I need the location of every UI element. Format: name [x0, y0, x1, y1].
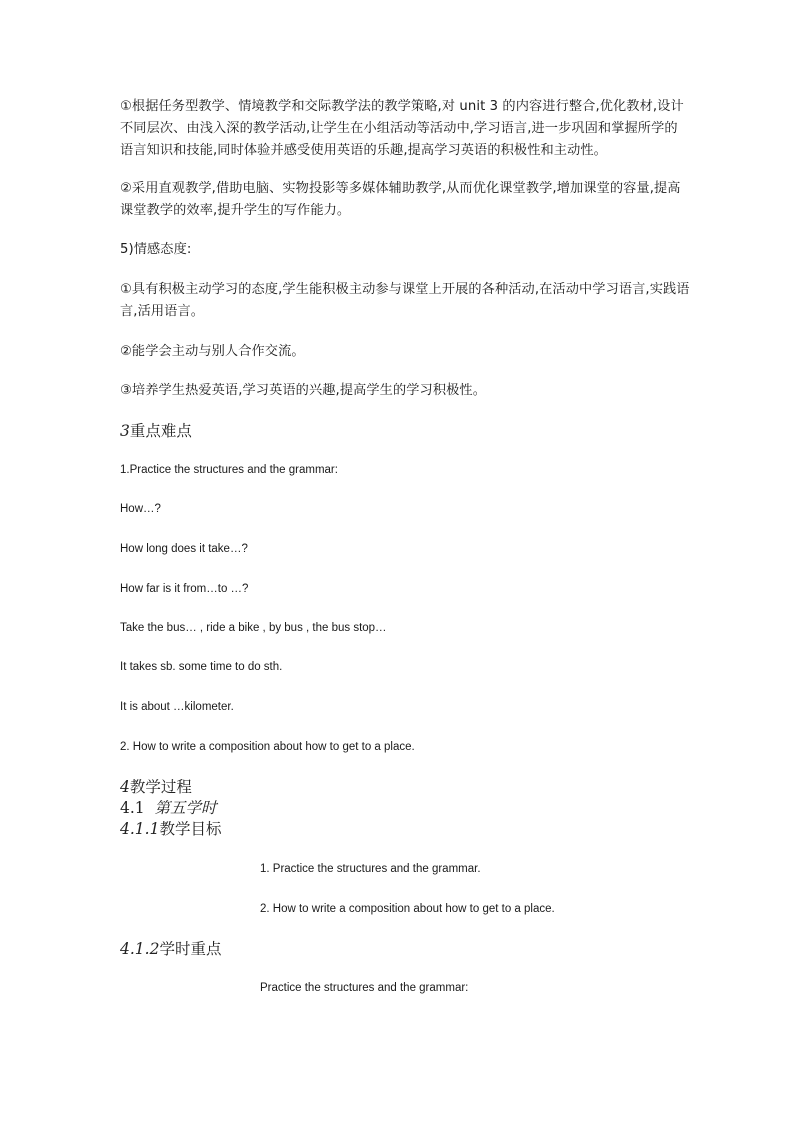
key-point-line: How far is it from…to …? — [120, 583, 249, 595]
attitude-item-2: ②能学会主动与别人合作交流。 — [120, 344, 305, 359]
key-point-line: 1.Practice the structures and the grammar: — [120, 464, 338, 476]
process-heading — [120, 777, 690, 797]
attitude-item-3: ③培养学生热爱英语,学习英语的兴趣,提高学生的学习积极性。 — [120, 383, 486, 398]
attitude-heading: 5)情感态度: — [120, 242, 192, 257]
lesson-heading — [120, 798, 690, 818]
key-point-line: Take the bus… , ride a bike , by bus , the bus stop… — [120, 622, 387, 634]
heading-number: 4.1.2 — [120, 940, 160, 958]
key-point-line: It is about …kilometer. — [120, 701, 234, 713]
heading-number: 4.1.1 — [120, 820, 160, 838]
goal-heading — [120, 819, 690, 839]
goal-item: 2. How to write a composition about how to get to a place. — [260, 903, 555, 915]
attitude-item-1: ①具有积极主动学习的态度,学生能积极主动参与课堂上开展的各种活动,在活动中学习语言,实践语言,活用语言。 — [120, 282, 690, 319]
heading-title: 学时重点 — [159, 940, 222, 958]
key-point-line: How…? — [120, 503, 161, 515]
strategy-item-2: ②采用直观教学,借助电脑、实物投影等多媒体辅助教学,从而优化课堂教学,增加课堂的容量,提高课堂教学的效率,提升学生的写作能力。 — [120, 181, 681, 218]
heading-title: 第五学时 — [154, 799, 217, 817]
heading-title: 教学过程 — [129, 778, 192, 796]
key-point-line: 2. How to write a composition about how to get to a place. — [120, 741, 415, 753]
key-point-line: How long does it take…? — [120, 543, 248, 555]
heading-number: 4.1 — [120, 799, 145, 817]
heading-number: 3 — [120, 422, 130, 440]
heading-number: 4 — [120, 778, 130, 796]
key-points-heading — [120, 421, 690, 441]
key-point-line: It takes sb. some time to do sth. — [120, 661, 283, 673]
strategy-item-1: ①根据任务型教学、情境教学和交际教学法的教学策略,对 unit 3 的内容进行整合,优化教材,设计不同层次、由浅入深的教学活动,让学生在小组活动等活动中,学习语言,进一步巩固和掌握所学的语言知识和技能,同时体验并感受使用英语的乐趣,提高学习英语的积极性和主动性。 — [120, 99, 684, 158]
focus-heading — [120, 939, 690, 959]
heading-title: 重点难点 — [129, 422, 192, 440]
focus-text: Practice the structures and the grammar: — [260, 982, 469, 994]
goal-item: 1. Practice the structures and the grammar. — [260, 863, 481, 875]
heading-title: 教学目标 — [159, 820, 222, 838]
